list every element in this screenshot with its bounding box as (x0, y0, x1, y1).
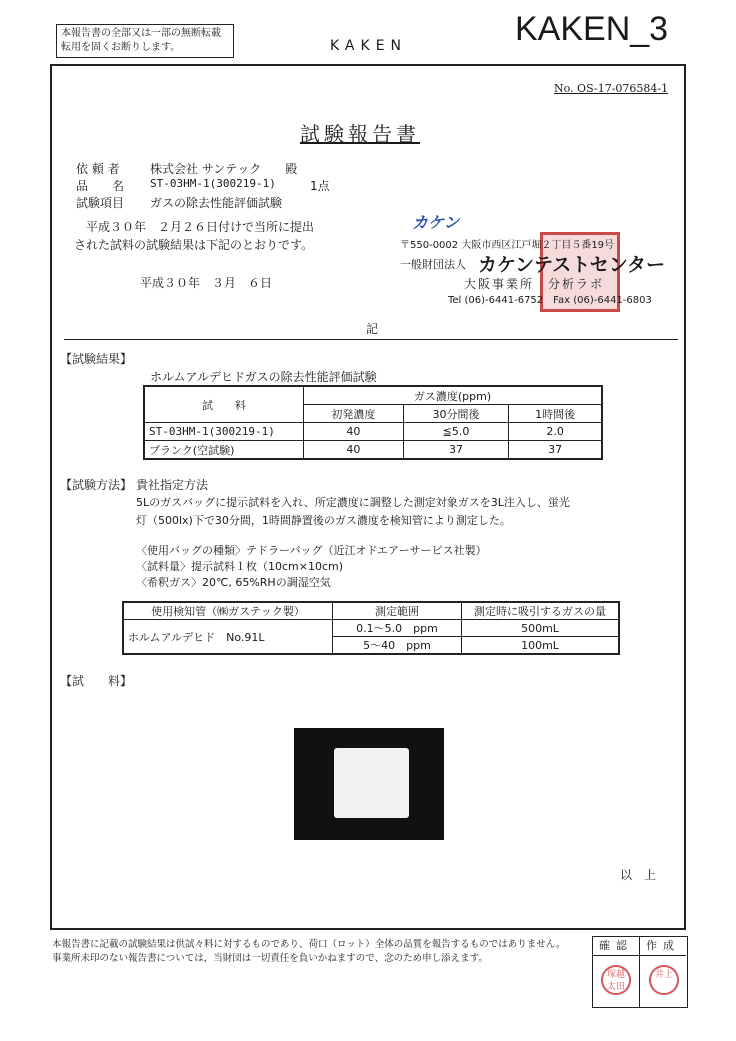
results-table (143, 385, 603, 460)
col-tube-header: 使用検知管（㈱ガステック製） (123, 602, 333, 620)
approval-divider (639, 955, 640, 1007)
col-sample-header: 試 料 (144, 386, 304, 423)
client-label: 依 頼 者 (76, 162, 120, 176)
method-line-1: 5Lのガスバッグに提示試料を入れ、所定濃度に調整した測定対象ガスを3L注入し、蛍光 (136, 496, 570, 509)
sample-section-label: 【試 料】 (60, 674, 133, 688)
table-row (144, 423, 602, 441)
sample-cell: ブランク(空試験) (144, 441, 304, 460)
test-item-label: 試験項目 (76, 196, 125, 210)
copyright-notice: 本報告書の全部又は一部の無断転載転用を固くお断りします。 (56, 24, 234, 58)
range-cell: 5～40 ppm (333, 637, 462, 655)
confirm-stamp: 塚越 太田 (601, 965, 631, 995)
item-value: ST-03HM-1(300219-1) (150, 177, 276, 190)
method-name: 貴社指定方法 (136, 478, 209, 492)
test-item-value: ガスの除去性能評価試験 (150, 196, 283, 210)
confirm-label: 確認 (593, 937, 640, 956)
report-number: No. OS-17-076584-1 (554, 82, 669, 95)
intro-line-1: 平成３０年 ２月２６日付けで当所に提出 (86, 220, 315, 234)
1hr-cell: 37 (509, 441, 602, 460)
ki-mark: 記 (366, 322, 379, 336)
intro-line-2: された試料の試験結果は下記のとおりです。 (74, 238, 314, 252)
table-row (123, 620, 619, 637)
lab-name: カケンテストセンター (478, 254, 665, 276)
initial-cell: 40 (304, 441, 404, 460)
col-range-header: 測定範囲 (333, 602, 462, 620)
lab-phone-fax: Tel (06)-6441-6752 Fax (06)-6441-6803 (448, 295, 652, 306)
tube-name: ホルムアルデヒド No.91L (123, 620, 333, 655)
lab-address: 〒550-0002 大阪市西区江戸堀２丁目５番19号 (400, 240, 615, 251)
dilution-gas: 〈希釈ガス〉20℃, 65%RHの調湿空気 (136, 576, 331, 589)
initial-cell: 40 (304, 423, 404, 441)
method-line-2: 灯（500lx)下で30分間，1時間静置後のガス濃度を検知管により測定した。 (136, 514, 511, 527)
footer-line-1: 本報告書に記載の試験結果は供試々料に対するものであり、荷口（ロット）全体の品質を報告するものではありません。 (52, 939, 566, 950)
kaken-mark: KAKEN (330, 38, 408, 54)
document-id: KAKEN_3 (515, 10, 669, 48)
col-volume-header: 測定時に吸引するガスの量 (462, 602, 620, 620)
footer-disclaimer (52, 938, 592, 966)
item-label: 品 名 (76, 179, 125, 193)
col-gas-concentration-header: ガス濃度(ppm) (304, 386, 603, 405)
footer-line-2: 事業所未印のない報告書については，当財団は一切責任を負いかねますので、念のため申し添えます。 (52, 953, 488, 964)
bag-type: 〈使用バッグの種類〉テドラーバッグ（近江オドエアーサービス社製） (136, 544, 487, 557)
client-value: 株式会社 サンテック 殿 (150, 162, 298, 176)
results-section-label: 【試験結果】 (60, 352, 133, 366)
30min-cell: ≦5.0 (403, 423, 508, 441)
col-initial-header: 初発濃度 (304, 405, 404, 423)
detector-table (122, 601, 620, 655)
report-date: 平成３０年 ３月 ６日 (140, 276, 273, 290)
1hr-cell: 2.0 (509, 423, 602, 441)
author-stamp: 井上 (649, 965, 679, 995)
lab-org-type: 一般財団法人 (400, 258, 466, 271)
results-caption: ホルムアルデヒドガスの除去性能評価試験 (150, 370, 377, 384)
col-30min-header: 30分間後 (403, 405, 508, 423)
end-mark: 以 上 (620, 868, 657, 882)
volume-cell: 500mL (462, 620, 620, 637)
sample-cell: ST-03HM-1(300219-1) (144, 423, 304, 441)
approval-box (592, 936, 688, 1008)
volume-cell: 100mL (462, 637, 620, 655)
lab-logo: カケン (412, 213, 460, 232)
method-section-label: 【試験方法】 (60, 478, 133, 492)
sample-fabric (334, 748, 409, 818)
sample-amount: 〈試料量〉提示試料１枚（10cm×10cm) (136, 560, 344, 573)
report-title: 試験報告書 (300, 122, 420, 146)
col-1hr-header: 1時間後 (509, 405, 602, 423)
table-row (144, 441, 602, 460)
range-cell: 0.1～5.0 ppm (333, 620, 462, 637)
item-count: 1点 (310, 179, 330, 193)
30min-cell: 37 (403, 441, 508, 460)
lab-branch: 大阪事業所 分析ラボ (464, 277, 605, 291)
divider (64, 339, 678, 340)
author-label: 作成 (640, 937, 686, 956)
